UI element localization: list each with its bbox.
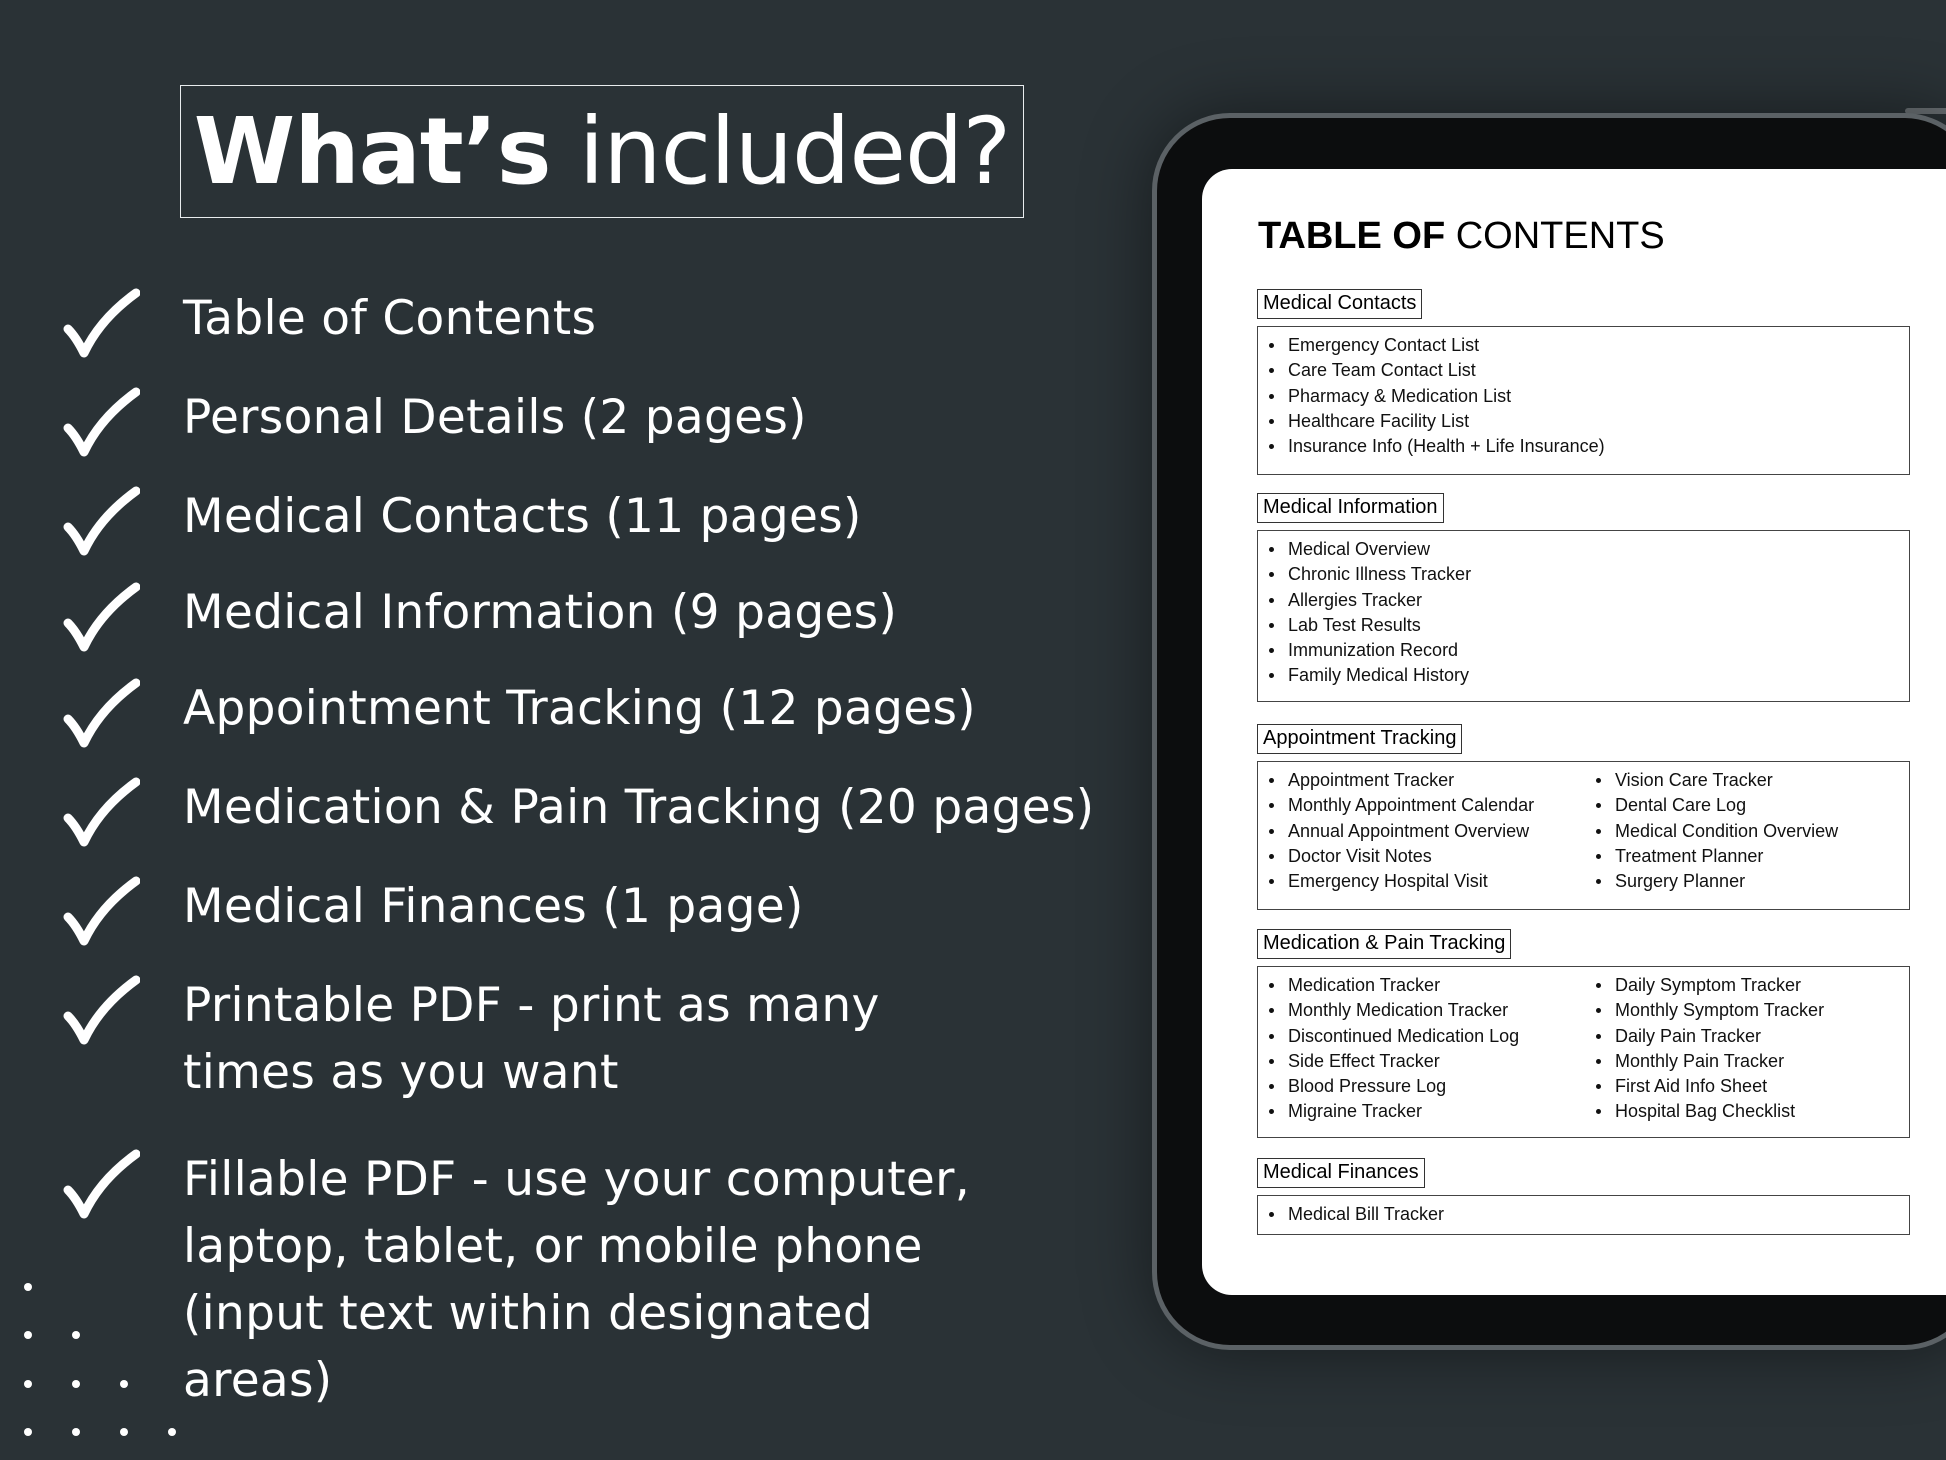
feature-text-line: Table of Contents	[183, 291, 597, 346]
section-list	[1585, 768, 1838, 894]
toc-list-item: Monthly Medication Tracker	[1258, 998, 1519, 1023]
toc-list-item: Care Team Contact List	[1258, 358, 1605, 383]
section-box	[1257, 1195, 1910, 1235]
feature-text	[183, 675, 976, 742]
toc-list-item: Medical Overview	[1258, 537, 1471, 562]
feature-text-line: Medical Contacts (11 pages)	[183, 489, 862, 544]
heading-box	[180, 85, 1024, 218]
checkmark-icon	[60, 285, 140, 363]
toc-list-item: Pharmacy & Medication List	[1258, 384, 1605, 409]
section-box	[1257, 761, 1910, 910]
feature-text	[183, 873, 804, 940]
checkmark-icon	[60, 483, 140, 561]
toc-list-item: Side Effect Tracker	[1258, 1049, 1519, 1074]
section-box	[1257, 966, 1910, 1138]
toc-list-item: Allergies Tracker	[1258, 588, 1471, 613]
section-label: Appointment Tracking	[1257, 724, 1462, 754]
toc-list-item: Medical Condition Overview	[1585, 819, 1838, 844]
checkmark-icon	[60, 675, 140, 753]
toc-list-item: Medication Tracker	[1258, 973, 1519, 998]
section-list	[1258, 1202, 1444, 1227]
toc-title	[1258, 215, 1665, 258]
feature-text-line: Personal Details (2 pages)	[183, 390, 807, 445]
toc-list-item: Monthly Appointment Calendar	[1258, 793, 1534, 818]
section-box	[1257, 326, 1910, 475]
toc-list-item: Daily Symptom Tracker	[1585, 973, 1824, 998]
feature-text	[183, 483, 862, 550]
toc-title-bold: TABLE OF	[1258, 215, 1446, 257]
toc-list-item: Daily Pain Tracker	[1585, 1024, 1824, 1049]
toc-title-regular: CONTENTS	[1445, 215, 1665, 257]
toc-list-item: Healthcare Facility List	[1258, 409, 1605, 434]
toc-list-item: Medical Bill Tracker	[1258, 1202, 1444, 1227]
section-list	[1258, 537, 1471, 689]
feature-text-line: (input text within designated	[183, 1286, 873, 1341]
feature-text-line: times as you want	[183, 1045, 619, 1100]
toc-list-item: Dental Care Log	[1585, 793, 1838, 818]
feature-text-line: Medication & Pain Tracking (20 pages)	[183, 780, 1095, 835]
feature-text-line: Fillable PDF - use your computer,	[183, 1152, 971, 1207]
section-label: Medication & Pain Tracking	[1257, 929, 1511, 959]
feature-text	[183, 579, 897, 646]
feature-text-line: Medical Information (9 pages)	[183, 585, 898, 640]
toc-list-item: Monthly Pain Tracker	[1585, 1049, 1824, 1074]
toc-list-item: Migraine Tracker	[1258, 1099, 1519, 1124]
feature-text-line: Medical Finances (1 page)	[183, 879, 804, 934]
feature-text	[183, 285, 596, 352]
checkmark-icon	[60, 384, 140, 462]
toc-list-item: Annual Appointment Overview	[1258, 819, 1534, 844]
feature-text-line: Printable PDF - print as many	[183, 978, 880, 1033]
toc-list-item: Surgery Planner	[1585, 869, 1838, 894]
heading-regular: included?	[550, 97, 1011, 205]
section-label: Medical Contacts	[1257, 289, 1422, 319]
section-label: Medical Finances	[1257, 1158, 1425, 1188]
toc-list-item: Monthly Symptom Tracker	[1585, 998, 1824, 1023]
feature-text	[183, 774, 1094, 841]
toc-list-item: Family Medical History	[1258, 663, 1471, 688]
feature-text-line: Appointment Tracking (12 pages)	[183, 681, 976, 736]
section-list	[1258, 333, 1605, 459]
heading-bold: What’s	[193, 97, 551, 205]
toc-list-item: Doctor Visit Notes	[1258, 844, 1534, 869]
toc-list-item: Hospital Bag Checklist	[1585, 1099, 1824, 1124]
toc-list-item: Emergency Contact List	[1258, 333, 1605, 358]
toc-list-item: Emergency Hospital Visit	[1258, 869, 1534, 894]
page-heading	[193, 97, 1011, 205]
section-label: Medical Information	[1257, 493, 1444, 523]
toc-list-item: Treatment Planner	[1585, 844, 1838, 869]
checkmark-icon	[60, 1146, 140, 1224]
checkmark-icon	[60, 972, 140, 1050]
feature-text-line: laptop, tablet, or mobile phone	[183, 1219, 923, 1274]
feature-text	[183, 972, 880, 1106]
checkmark-icon	[60, 873, 140, 951]
checkmark-icon	[60, 774, 140, 852]
toc-list-item: Discontinued Medication Log	[1258, 1024, 1519, 1049]
checkmark-icon	[60, 579, 140, 657]
section-list	[1258, 768, 1534, 894]
toc-list-item: Insurance Info (Health + Life Insurance)	[1258, 434, 1605, 459]
toc-list-item: Appointment Tracker	[1258, 768, 1534, 793]
toc-list-item: Blood Pressure Log	[1258, 1074, 1519, 1099]
toc-list-item: Vision Care Tracker	[1585, 768, 1838, 793]
toc-list-item: Immunization Record	[1258, 638, 1471, 663]
tablet-screen	[1202, 169, 1946, 1295]
feature-text	[183, 384, 807, 451]
section-list	[1585, 973, 1824, 1125]
toc-list-item: Lab Test Results	[1258, 613, 1471, 638]
feature-text-line: areas)	[183, 1353, 333, 1408]
feature-text	[183, 1146, 970, 1414]
toc-list-item: Chronic Illness Tracker	[1258, 562, 1471, 587]
section-box	[1257, 530, 1910, 702]
section-list	[1258, 973, 1519, 1125]
toc-list-item: First Aid Info Sheet	[1585, 1074, 1824, 1099]
